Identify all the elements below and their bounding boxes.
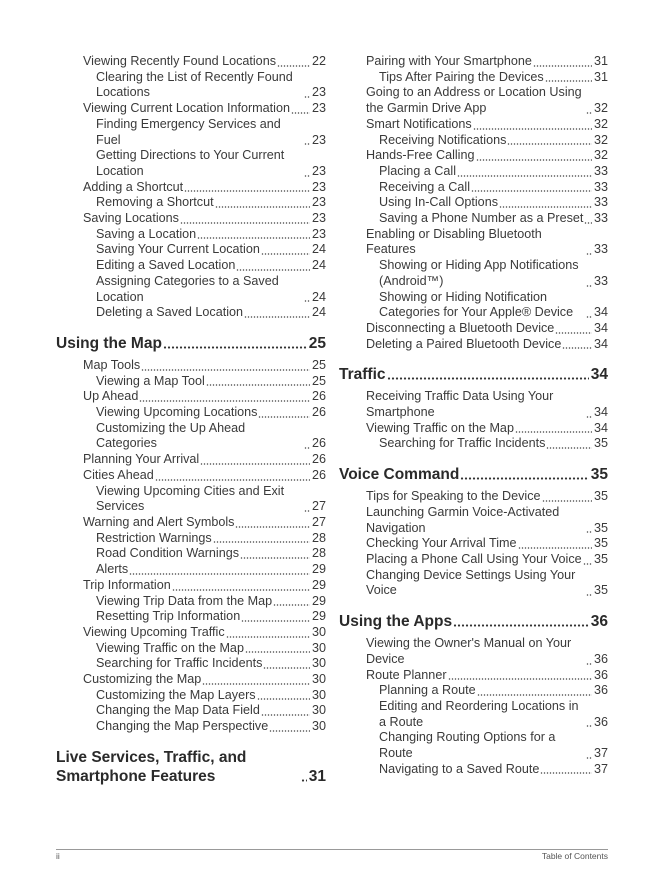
toc-page-number: 23	[311, 211, 326, 226]
dot-leader	[473, 128, 592, 130]
toc-entry-title: Route Planner	[366, 667, 447, 682]
toc-page-number: 30	[311, 656, 326, 671]
toc-entry-title: Clearing the List of Recently Found Locations	[96, 69, 293, 100]
toc-page-number: 35	[593, 536, 608, 551]
dot-leader	[258, 416, 310, 418]
toc-entry[interactable]	[339, 421, 608, 437]
toc-page-number: 27	[311, 499, 326, 514]
dot-leader	[244, 316, 310, 318]
dot-leader	[507, 143, 592, 145]
toc-page-number: 35	[593, 583, 608, 598]
toc-entry[interactable]	[339, 133, 608, 149]
toc-page-number: 36	[593, 714, 608, 729]
toc-entry[interactable]	[56, 117, 326, 148]
dot-leader	[200, 463, 310, 465]
dot-leader	[245, 651, 310, 653]
toc-entry-title: Road Condition Warnings	[96, 546, 240, 561]
toc-entry-title: Finding Emergency Services and Fuel	[96, 116, 281, 147]
toc-entry[interactable]	[56, 258, 326, 274]
toc-left-column	[56, 54, 326, 791]
toc-entry[interactable]	[339, 227, 608, 258]
toc-entry-title: Viewing Upcoming Traffic	[83, 624, 225, 639]
toc-page-number: 34	[593, 336, 608, 351]
footer-page-number: ii	[56, 851, 60, 861]
toc-entry[interactable]	[56, 625, 326, 641]
toc-entry-title: Saving a Location	[96, 226, 197, 241]
dot-leader	[180, 222, 310, 224]
toc-entry[interactable]	[339, 164, 608, 180]
toc-entry-title: Viewing a Map Tool	[96, 373, 205, 388]
toc-page-number: 34	[593, 405, 608, 420]
toc-entry[interactable]	[56, 531, 326, 547]
toc-entry-title: Viewing Upcoming Locations	[96, 405, 258, 420]
dot-leader	[586, 663, 592, 665]
toc-page-number: 32	[593, 101, 608, 116]
dot-leader	[586, 253, 592, 255]
toc-entry[interactable]	[339, 54, 608, 70]
toc-entry-title: Removing a Shortcut	[96, 195, 214, 210]
toc-entry-title: Resetting Trip Information	[96, 609, 241, 624]
toc-entry[interactable]	[56, 594, 326, 610]
toc-entry[interactable]	[56, 54, 326, 70]
toc-page-number: 35	[593, 551, 608, 566]
dot-leader	[387, 377, 589, 380]
toc-page-number: 30	[311, 687, 326, 702]
toc-entry-title: Changing Device Settings Using Your Voice	[366, 567, 576, 598]
toc-entry-title: Changing the Map Data Field	[96, 703, 260, 718]
toc-entry[interactable]	[56, 389, 326, 405]
toc-page-number: 29	[311, 577, 326, 592]
toc-entry[interactable]	[56, 562, 326, 578]
dot-leader	[545, 80, 592, 82]
toc-page-number: 35	[593, 520, 608, 535]
toc-entry-title: Traffic	[339, 366, 386, 384]
toc-section-heading[interactable]	[339, 365, 608, 384]
toc-entry-title: Assigning Categories to a Saved Location	[96, 273, 279, 304]
dot-leader	[236, 269, 310, 271]
toc-entry-title: Alerts	[96, 562, 129, 577]
toc-entry[interactable]	[56, 227, 326, 243]
dot-leader	[457, 175, 592, 177]
toc-entry[interactable]	[339, 117, 608, 133]
toc-entry[interactable]	[56, 305, 326, 321]
toc-page-number: 31	[593, 69, 608, 84]
toc-entry-title: Adding a Shortcut	[83, 179, 184, 194]
toc-entry-title: Receiving Traffic Data Using Your Smartphone	[366, 389, 554, 420]
dot-leader	[546, 447, 592, 449]
toc-page-number: 30	[311, 672, 326, 687]
toc-entry[interactable]	[56, 468, 326, 484]
dot-leader	[241, 620, 310, 622]
toc-page-number: 29	[311, 562, 326, 577]
dot-leader	[586, 757, 592, 759]
toc-entry[interactable]	[56, 374, 326, 390]
toc-entry-title: Map Tools	[83, 357, 141, 372]
toc-page-number: 29	[311, 593, 326, 608]
dot-leader	[213, 541, 310, 543]
toc-entry[interactable]	[339, 321, 608, 337]
dot-leader	[555, 332, 592, 334]
toc-page-number: 23	[311, 132, 326, 147]
toc-entry-title: Going to an Address or Location Using the Garmin Drive App	[366, 85, 582, 116]
toc-entry-title: Tips for Speaking to the Device	[366, 489, 541, 504]
toc-page-number: 30	[311, 719, 326, 734]
toc-entry[interactable]	[56, 578, 326, 594]
toc-entry-title: Receiving a Call	[379, 179, 470, 194]
toc-entry[interactable]	[339, 683, 608, 699]
dot-leader	[155, 479, 310, 481]
toc-entry[interactable]	[56, 405, 326, 421]
dot-leader	[304, 447, 310, 449]
toc-page-number: 34	[593, 320, 608, 335]
toc-entry[interactable]	[339, 568, 608, 599]
toc-entry-title: Viewing Trip Data from the Map	[96, 593, 273, 608]
dot-leader	[277, 65, 310, 67]
toc-entry-title: Tips After Pairing the Devices	[379, 69, 544, 84]
toc-entry[interactable]	[339, 699, 608, 730]
toc-entry-title: Getting Directions to Your Current Location	[96, 148, 285, 178]
footer-section-title: Table of Contents	[541, 851, 608, 861]
dot-leader	[163, 346, 307, 349]
toc-entry-title: Hands-Free Calling	[366, 148, 475, 163]
toc-page-number: 28	[311, 546, 326, 561]
dot-leader	[257, 698, 310, 700]
toc-entry[interactable]	[339, 505, 608, 536]
toc-page-number: 27	[311, 514, 326, 529]
toc-entry-title: Viewing the Owner's Manual on Your Device	[366, 636, 572, 666]
toc-page-number: 28	[311, 530, 326, 545]
toc-entry-title: Planning a Route	[379, 683, 476, 698]
toc-entry-title: Editing and Reordering Locations in a Route	[379, 698, 579, 729]
toc-page-number: 32	[593, 132, 608, 147]
toc-entry[interactable]	[56, 421, 326, 452]
toc-section-heading[interactable]	[339, 612, 608, 631]
dot-leader	[304, 143, 310, 145]
dot-leader	[129, 573, 310, 575]
toc-entry[interactable]	[339, 552, 608, 568]
toc-entry[interactable]	[339, 536, 608, 552]
toc-page-number: 25	[311, 357, 326, 372]
toc-entry-title: Up Ahead	[83, 389, 139, 404]
dot-leader	[141, 369, 310, 371]
toc-entry-title: Receiving Notifications	[379, 132, 507, 147]
toc-entry-title: Placing a Phone Call Using Your Voice	[366, 551, 582, 566]
toc-entry[interactable]	[339, 489, 608, 505]
toc-page-number: 24	[311, 305, 326, 320]
dot-leader	[583, 563, 592, 565]
toc-page-number: 32	[593, 116, 608, 131]
dot-leader	[562, 347, 592, 349]
toc-page-number: 23	[311, 226, 326, 241]
toc-entry[interactable]	[56, 719, 326, 735]
dot-leader	[304, 300, 310, 302]
dot-leader	[586, 416, 592, 418]
dot-leader	[304, 510, 310, 512]
toc-page-number: 23	[311, 163, 326, 178]
toc-entry-title: Voice Command	[339, 466, 460, 484]
toc-page-number: 26	[311, 389, 326, 404]
toc-entry-title: Planning Your Arrival	[83, 452, 200, 467]
toc-entry[interactable]	[339, 148, 608, 164]
toc-entry-title: Searching for Traffic Incidents	[379, 436, 546, 451]
toc-entry-title: Launching Garmin Voice-Activated Navigation	[366, 504, 560, 535]
toc-entry-title: Restriction Warnings	[96, 530, 212, 545]
toc-entry[interactable]	[339, 195, 608, 211]
toc-right-column	[339, 54, 608, 777]
toc-page-number: 25	[311, 373, 326, 388]
dot-leader	[586, 725, 592, 727]
toc-entry-title: Using the Map	[56, 334, 162, 352]
toc-entry-title: Saving Locations	[83, 211, 179, 226]
toc-page-number: 29	[311, 609, 326, 624]
toc-section-heading[interactable]	[56, 334, 326, 353]
toc-page-number: 31	[593, 54, 608, 68]
toc-section-heading[interactable]	[56, 748, 326, 786]
toc-entry-title: Deleting a Saved Location	[96, 305, 244, 320]
toc-page-number: 36	[593, 667, 608, 682]
dot-leader	[586, 316, 592, 318]
toc-page-number: 34	[593, 420, 608, 435]
toc-entry[interactable]	[339, 730, 608, 761]
toc-entry[interactable]	[339, 180, 608, 196]
toc-entry[interactable]	[339, 337, 608, 353]
dot-leader	[515, 431, 592, 433]
toc-page-number: 25	[308, 334, 326, 352]
toc-page-number: 26	[311, 405, 326, 420]
toc-page-number: 32	[593, 148, 608, 163]
dot-leader	[586, 531, 592, 533]
dot-leader	[540, 772, 592, 774]
dot-leader	[584, 222, 592, 224]
toc-entry-title: Disconnecting a Bluetooth Device	[366, 320, 555, 335]
toc-entry[interactable]	[339, 436, 608, 452]
dot-leader	[263, 667, 310, 669]
toc-page-number: 23	[311, 101, 326, 116]
dot-leader	[261, 714, 310, 716]
toc-page-number: 34	[593, 305, 608, 320]
toc-page-number: 30	[311, 640, 326, 655]
footer-divider	[56, 849, 608, 850]
toc-entry-title: Showing or Hiding Notification Categories for Your Apple® Device	[379, 289, 574, 320]
toc-page-number: 24	[311, 242, 326, 257]
toc-entry[interactable]	[56, 672, 326, 688]
toc-page-number: 22	[311, 54, 326, 68]
toc-entry-title: Changing Routing Options for a Route	[379, 730, 556, 761]
dot-leader	[235, 526, 310, 528]
dot-leader	[240, 557, 310, 559]
toc-page-number: 33	[593, 242, 608, 257]
dot-leader	[291, 112, 310, 114]
toc-page-number: 36	[590, 613, 608, 631]
toc-entry[interactable]	[339, 389, 608, 420]
toc-page-number: 30	[311, 624, 326, 639]
toc-entry-title: Customizing the Up Ahead Categories	[96, 420, 246, 451]
dot-leader	[226, 636, 310, 638]
toc-entry[interactable]	[339, 668, 608, 684]
toc-page-number: 37	[593, 746, 608, 761]
toc-page-number: 33	[593, 179, 608, 194]
toc-entry-title: Cities Ahead	[83, 467, 154, 482]
dot-leader	[476, 159, 592, 161]
toc-entry[interactable]	[339, 70, 608, 86]
dot-leader	[586, 112, 592, 114]
dot-leader	[261, 253, 310, 255]
toc-entry-title: Deleting a Paired Bluetooth Device	[366, 336, 562, 351]
toc-page-number: 33	[593, 211, 608, 226]
toc-entry-title: Viewing Traffic on the Map	[366, 420, 514, 435]
dot-leader	[586, 285, 592, 287]
toc-section-heading[interactable]	[339, 465, 608, 484]
toc-page-number: 36	[593, 683, 608, 698]
toc-entry[interactable]	[56, 101, 326, 117]
toc-entry[interactable]	[56, 609, 326, 625]
toc-entry[interactable]	[56, 452, 326, 468]
toc-entry[interactable]	[339, 85, 608, 116]
toc-entry-title: Navigating to a Saved Route	[379, 761, 540, 776]
toc-entry-title: Live Services, Traffic, and Smartphone Features	[56, 748, 247, 785]
dot-leader	[499, 206, 592, 208]
dot-leader	[139, 400, 310, 402]
toc-page-number: 34	[590, 366, 608, 384]
dot-leader	[586, 594, 592, 596]
toc-entry-title: Viewing Recently Found Locations	[83, 54, 276, 68]
dot-leader	[533, 65, 592, 67]
toc-page-number: 33	[593, 195, 608, 210]
dot-leader	[453, 624, 589, 627]
dot-leader	[269, 730, 310, 732]
toc-entry[interactable]	[339, 258, 608, 289]
toc-entry[interactable]	[56, 546, 326, 562]
toc-entry[interactable]	[56, 656, 326, 672]
dot-leader	[206, 384, 310, 386]
toc-entry-title: Smart Notifications	[366, 116, 472, 131]
toc-page-number: 26	[311, 452, 326, 467]
toc-entry-title: Placing a Call	[379, 163, 457, 178]
dot-leader	[301, 779, 307, 782]
dot-leader	[202, 683, 310, 685]
toc-entry-title: Using the Apps	[339, 613, 453, 631]
toc-page-number: 30	[311, 703, 326, 718]
toc-entry[interactable]	[56, 195, 326, 211]
toc-entry-title: Viewing Traffic on the Map	[96, 640, 244, 655]
toc-entry[interactable]	[339, 636, 608, 667]
toc-entry[interactable]	[56, 703, 326, 719]
toc-page-number: 33	[593, 273, 608, 288]
toc-page-number: 35	[590, 466, 608, 484]
toc-page-number: 35	[593, 436, 608, 451]
dot-leader	[184, 190, 310, 192]
toc-entry-title: Customizing the Map	[83, 672, 202, 687]
toc-entry-title: Customizing the Map Layers	[96, 687, 256, 702]
toc-entry[interactable]	[56, 641, 326, 657]
toc-page-number: 36	[593, 651, 608, 666]
toc-entry-title: Pairing with Your Smartphone	[366, 54, 532, 68]
toc-entry[interactable]	[56, 274, 326, 305]
toc-entry-title: Trip Information	[83, 577, 171, 592]
toc-entry[interactable]	[56, 211, 326, 227]
toc-entry-title: Showing or Hiding App Notifications (Android™)	[379, 258, 579, 288]
toc-entry[interactable]	[56, 180, 326, 196]
toc-entry[interactable]	[56, 688, 326, 704]
toc-page-number: 24	[311, 258, 326, 273]
toc-entry-title: Checking Your Arrival Time	[366, 536, 517, 551]
toc-entry[interactable]	[339, 211, 608, 227]
toc-entry-title: Saving a Phone Number as a Preset	[379, 211, 584, 226]
dot-leader	[518, 547, 592, 549]
dot-leader	[471, 190, 592, 192]
toc-page-number: 23	[311, 85, 326, 100]
toc-entry[interactable]	[56, 358, 326, 374]
toc-entry[interactable]	[339, 762, 608, 778]
toc-entry[interactable]	[339, 290, 608, 321]
toc-entry-title: Changing the Map Perspective	[96, 719, 269, 734]
toc-entry-title: Warning and Alert Symbols	[83, 514, 235, 529]
dot-leader	[172, 589, 310, 591]
toc-page-number: 37	[593, 761, 608, 776]
dot-leader	[542, 500, 592, 502]
toc-entry-title: Viewing Upcoming Cities and Exit Services	[96, 483, 285, 514]
dot-leader	[448, 678, 592, 680]
toc-page-number: 23	[311, 179, 326, 194]
toc-entry[interactable]	[56, 148, 326, 179]
toc-page-number: 33	[593, 163, 608, 178]
dot-leader	[304, 96, 310, 98]
toc-page-number: 26	[311, 467, 326, 482]
toc-page-number: 24	[311, 289, 326, 304]
toc-entry[interactable]	[56, 70, 326, 101]
toc-entry[interactable]	[56, 484, 326, 515]
toc-entry-title: Using In-Call Options	[379, 195, 498, 210]
toc-entry[interactable]	[56, 242, 326, 258]
dot-leader	[273, 604, 310, 606]
dot-leader	[304, 175, 310, 177]
toc-page-number: 31	[308, 767, 326, 785]
toc-entry-title: Saving Your Current Location	[96, 242, 260, 257]
toc-entry-title: Editing a Saved Location	[96, 258, 236, 273]
dot-leader	[477, 694, 592, 696]
toc-entry[interactable]	[56, 515, 326, 531]
dot-leader	[215, 206, 310, 208]
toc-entry-title: Searching for Traffic Incidents	[96, 656, 263, 671]
dot-leader	[460, 477, 588, 480]
toc-entry-title: Viewing Current Location Information	[83, 101, 290, 116]
toc-page-number: 35	[593, 489, 608, 504]
dot-leader	[197, 237, 310, 239]
toc-page-number: 23	[311, 195, 326, 210]
toc-page-number: 26	[311, 436, 326, 451]
toc-entry-title: Enabling or Disabling Bluetooth Features	[366, 226, 542, 257]
